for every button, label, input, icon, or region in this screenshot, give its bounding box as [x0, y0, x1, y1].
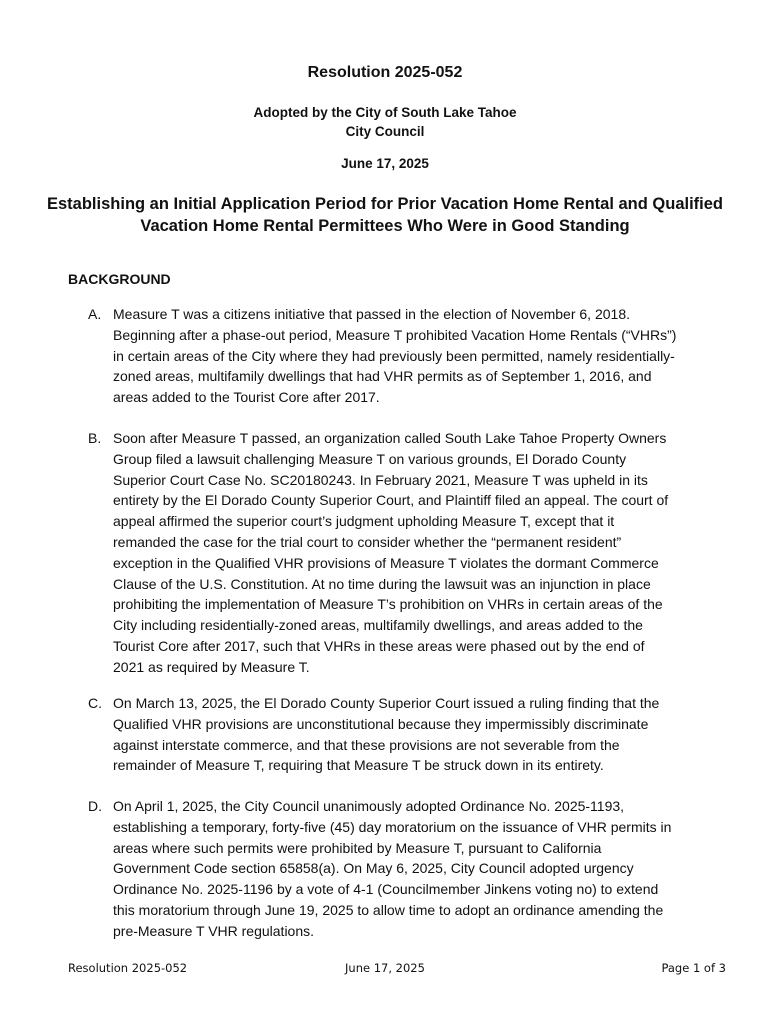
- background-item-c: [88, 693, 728, 776]
- item-text: Measure T was a citizens initiative that passed in the election of November 6, 2018. Beginning after a phase-out period, Measure T prohibited Vacation Home Rentals (“VHRs”) in certain areas of the City where they had previously been permitted, namely residentially- zoned areas, multifamily dwellings that had VHR permits as of September 1, 2016, and areas added to the Tourist Core after 2017.: [113, 306, 677, 406]
- item-letter: C.: [88, 695, 102, 711]
- resolution-date: June 17, 2025: [341, 156, 429, 171]
- item-text: On April 1, 2025, the City Council unanimously adopted Ordinance No. 2025-1193, establishing a temporary, forty-five (45) day moratorium on the issuance of VHR permits in areas where such permits were prohibited by Measure T, pursuant to California Government Code section 65858(a). On May 6, 2025, City Council adopted urgency Ordinance No. 2025-1196 by a vote of 4-1 (Councilmember Jinkens voting no) to extend this moratorium through June 19, 2025 to allow time to adopt an ordinance amending the pre-Measure T VHR regulations.: [113, 798, 672, 939]
- item-text: On March 13, 2025, the El Dorado County Superior Court issued a ruling finding that the Qualified VHR provisions are unconstitutional because they impermissibly discriminate against interstate commerce, and that these provisions are not severable from the remainder of Measure T, requiring that Measure T be struck down in its entirety.: [113, 695, 660, 774]
- adopted-line-2: City Council: [345, 124, 425, 139]
- section-heading-background: BACKGROUND: [68, 271, 171, 287]
- item-letter: B.: [88, 430, 102, 446]
- background-item-b: [88, 428, 728, 678]
- item-letter: D.: [88, 798, 102, 814]
- footer-page-number: Page 1 of 3: [661, 961, 726, 975]
- background-item-a: [88, 304, 728, 408]
- item-letter: A.: [88, 306, 102, 322]
- adopted-by-block: [0, 103, 770, 141]
- background-item-d: [88, 796, 728, 942]
- footer-resolution: Resolution 2025-052: [68, 961, 188, 975]
- adopted-line-1: Adopted by the City of South Lake Tahoe: [253, 105, 517, 120]
- footer-date: June 17, 2025: [345, 961, 425, 975]
- item-text: Soon after Measure T passed, an organization called South Lake Tahoe Property Owners Group filed a lawsuit challenging Measure T on various grounds, El Dorado County Superior Court Case No. SC20180243. In February 2021, Measure T was upheld in its entirety by the El Dorado County Superior Court, and Plaintiff filed an appeal. The court of appeal affirmed the superior court’s judgment upholding Measure T, except that it remanded the case for the trial court to consider whether the “permanent resident” exception in the Qualified VHR provisions of Measure T violates the dormant Commerce Clause of the U.S. Constitution. At no time during the lawsuit was an injunction in place prohibiting the implementation of Measure T’s prohibition on VHRs in certain areas of the City including residentially-zoned areas, multifamily dwellings, and areas added to the Tourist Core after 2017, such that VHRs in these areas were phased out by the end of 2021 as required by Measure T.: [113, 430, 669, 675]
- resolution-title: Resolution 2025-052: [307, 64, 463, 81]
- resolution-heading: Establishing an Initial Application Period for Prior Vacation Home Rental and Qualified Vacation Home Rental Permittees Who Were in Good Standing: [47, 195, 723, 235]
